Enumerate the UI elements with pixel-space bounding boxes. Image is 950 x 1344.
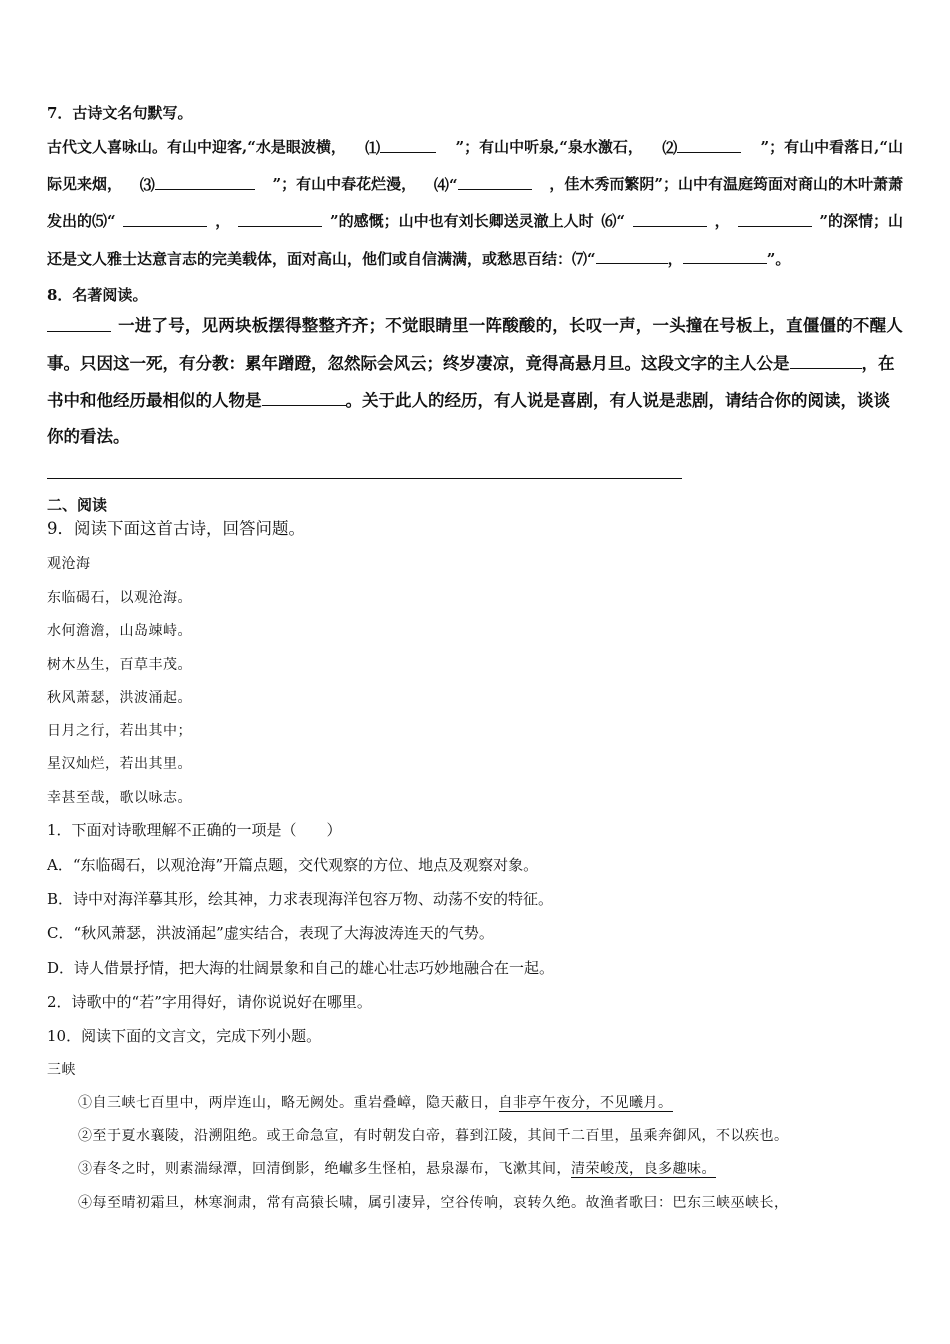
q7-l2-d: ，佳木秀而繁阴”；山中有温庭筠面对商山的木叶萧萧 bbox=[549, 175, 903, 193]
q8-blank-0[interactable] bbox=[47, 316, 111, 332]
q8-l3-a: 书中和他经历最相似的人物是 bbox=[47, 391, 262, 410]
q7-line-1 bbox=[47, 137, 903, 158]
q7-l2-b: ”；有山中春花烂漫， bbox=[272, 175, 417, 193]
section-2-title: 二、阅读 bbox=[47, 496, 108, 514]
q8-blank-1[interactable] bbox=[790, 353, 862, 369]
q7-l3-c: ， bbox=[215, 212, 231, 230]
quote-open-7: “ bbox=[587, 250, 596, 268]
blank-5a[interactable] bbox=[123, 211, 207, 227]
poem-line: 幸甚至哉，歌以咏志。 bbox=[47, 790, 192, 806]
q8-title: 8．名著阅读。 bbox=[47, 286, 148, 304]
q7-l1-b: ”；有山中听泉,“泉水激石， bbox=[455, 138, 643, 156]
paragraph-4: ④每至晴初霜旦，林寒涧肃，常有高猿长啸，属引凄异，空谷传响，哀转久绝。故渔者歌曰：巴东三峡巫峡长， bbox=[78, 1195, 789, 1211]
option-c[interactable]: C．“秋风萧瑟，洪波涌起”虚实结合，表现了大海波涛连天的气势。 bbox=[47, 924, 494, 942]
blank-3[interactable] bbox=[155, 174, 255, 190]
blank-7b[interactable] bbox=[683, 248, 767, 264]
q7-l3-a-wrap bbox=[47, 211, 116, 231]
poem-line: 水何澹澹，山岛竦峙。 bbox=[47, 623, 192, 639]
text-title: 三峡 bbox=[47, 1062, 76, 1078]
q7-l3-f: ， bbox=[714, 212, 730, 230]
p1-text: ①自三峡七百里中，两岸连山，略无阙处。重岩叠嶂，隐天蔽日， bbox=[78, 1095, 499, 1111]
q7-l2-a: 际见来烟， bbox=[47, 175, 123, 193]
quote-open-6: “ bbox=[616, 212, 626, 230]
q8-line-3 bbox=[47, 390, 890, 411]
q7-l4-d: ”。 bbox=[766, 250, 791, 268]
blank-label-7: ⑺ bbox=[572, 250, 588, 268]
poem-line: 东临碣石，以观沧海。 bbox=[47, 590, 192, 606]
q8-line-1 bbox=[47, 316, 903, 336]
answer-line[interactable] bbox=[47, 478, 682, 479]
q8-l3-b: 。关于此人的经历，有人说是喜剧，有人说是悲剧，请结合你的阅读，谈谈 bbox=[345, 391, 890, 410]
option-a[interactable]: A．“东临碣石，以观沧海”开篇点题，交代观察的方位、地点及观察对象。 bbox=[47, 856, 539, 874]
q9-sub1: 1．下面对诗歌理解不正确的一项是（ ） bbox=[47, 821, 342, 839]
poem-line: 秋风萧瑟，洪波涌起。 bbox=[47, 690, 192, 706]
q8-l1: 一进了号，见两块板摆得整整齐齐；不觉眼睛里一阵酸酸的，长叹一声，一头撞在号板上，直僵僵的不醒人 bbox=[118, 316, 903, 335]
quote-open-5: “ bbox=[107, 212, 116, 230]
blank-4[interactable] bbox=[458, 174, 532, 190]
q7-l3-g: ”的深情；山 bbox=[819, 212, 903, 230]
poem-title: 观沧海 bbox=[47, 556, 91, 572]
q7-l2-blank4-wrap bbox=[434, 174, 532, 195]
q10-title: 10．阅读下面的文言文，完成下列小题。 bbox=[47, 1027, 322, 1045]
option-d[interactable]: D．诗人借景抒情，把大海的壮阔景象和自己的雄心壮志巧妙地融合在一起。 bbox=[47, 959, 555, 977]
quote-open: “ bbox=[448, 176, 458, 194]
blank-6b[interactable] bbox=[738, 211, 812, 227]
q8-l2-b: ，在 bbox=[861, 354, 895, 373]
q7-title: 7．古诗文名句默写。 bbox=[47, 104, 193, 122]
blank-label-4: ⑷ bbox=[433, 176, 449, 194]
blank-7a[interactable] bbox=[596, 248, 668, 264]
blank-2[interactable] bbox=[677, 137, 741, 153]
q8-line-2 bbox=[47, 353, 895, 374]
blank-label-5: ⑸ bbox=[92, 212, 108, 230]
q9-title: 9．阅读下面这首古诗，回答问题。 bbox=[47, 519, 305, 538]
q7-line-3 bbox=[47, 211, 903, 231]
poem-line: 日月之行，若出其中； bbox=[47, 723, 192, 739]
q8-line-4: 你的看法。 bbox=[47, 427, 130, 446]
q7-line-2 bbox=[47, 174, 903, 195]
p3-text: ③春冬之时，则素湍绿潭，回清倒影，绝𪩘多生怪柏，悬泉瀑布，飞漱其间， bbox=[78, 1161, 571, 1177]
p3-underlined: 清荣峻茂，良多趣味。 bbox=[571, 1161, 716, 1177]
blank-1[interactable] bbox=[380, 137, 436, 153]
paragraph-2: ②至于夏水襄陵，沿溯阻绝。或王命急宣，有时朝发白帝，暮到江陵，其间千二百里，虽乘奔御风，不以疾也。 bbox=[78, 1128, 789, 1144]
option-b[interactable]: B．诗中对海洋摹其形，绘其神，力求表现海洋包容万物、动荡不安的特征。 bbox=[47, 890, 554, 908]
blank-label-3: ⑶ bbox=[139, 176, 155, 194]
q7-l4-a: 还是文人雅士达意言志的完美载体，面对高山，他们或自信满满，或愁思百结： bbox=[47, 250, 573, 268]
q7-l1-blank1-wrap bbox=[365, 137, 436, 158]
blank-6a[interactable] bbox=[633, 211, 707, 227]
q7-l3-a: 发出的 bbox=[47, 212, 93, 230]
q8-l2-a: 事。只因这一死，有分教：累年蹭蹬，忽然际会风云；终岁凄凉，竟得高悬月旦。这段文字的主人公是 bbox=[47, 354, 790, 373]
q7-l4-c: ， bbox=[667, 250, 683, 268]
paragraph-3 bbox=[78, 1159, 716, 1179]
poem-line: 树木丛生，百草丰茂。 bbox=[47, 657, 192, 673]
blank-label-2: ⑵ bbox=[662, 139, 678, 157]
p1-underlined: 自非亭午夜分，不见曦月。 bbox=[498, 1095, 673, 1111]
q7-l1-blank2-wrap bbox=[662, 137, 741, 158]
q7-l2-blank3-wrap bbox=[140, 174, 255, 195]
blank-label-6: ⑹ bbox=[601, 212, 617, 230]
q7-l3-d: ”的感慨；山中也有刘长卿送灵澈上人时 bbox=[329, 212, 594, 230]
q7-l1-c: ”；有山中看落日,“山 bbox=[760, 138, 903, 156]
blank-label-1: ⑴ bbox=[365, 139, 381, 157]
blank-5b[interactable] bbox=[238, 211, 322, 227]
q9-sub2: 2．诗歌中的“若”字用得好，请你说说好在哪里。 bbox=[47, 993, 372, 1011]
poem-line: 星汉灿烂，若出其里。 bbox=[47, 756, 192, 772]
q7-l3-e-wrap bbox=[601, 211, 625, 231]
paragraph-1 bbox=[78, 1093, 673, 1113]
q8-blank-2[interactable] bbox=[262, 390, 346, 406]
q7-line-4 bbox=[47, 248, 790, 269]
q7-l1-a: 古代文人喜咏山。有山中迎客,“水是眼波横， bbox=[47, 138, 346, 156]
